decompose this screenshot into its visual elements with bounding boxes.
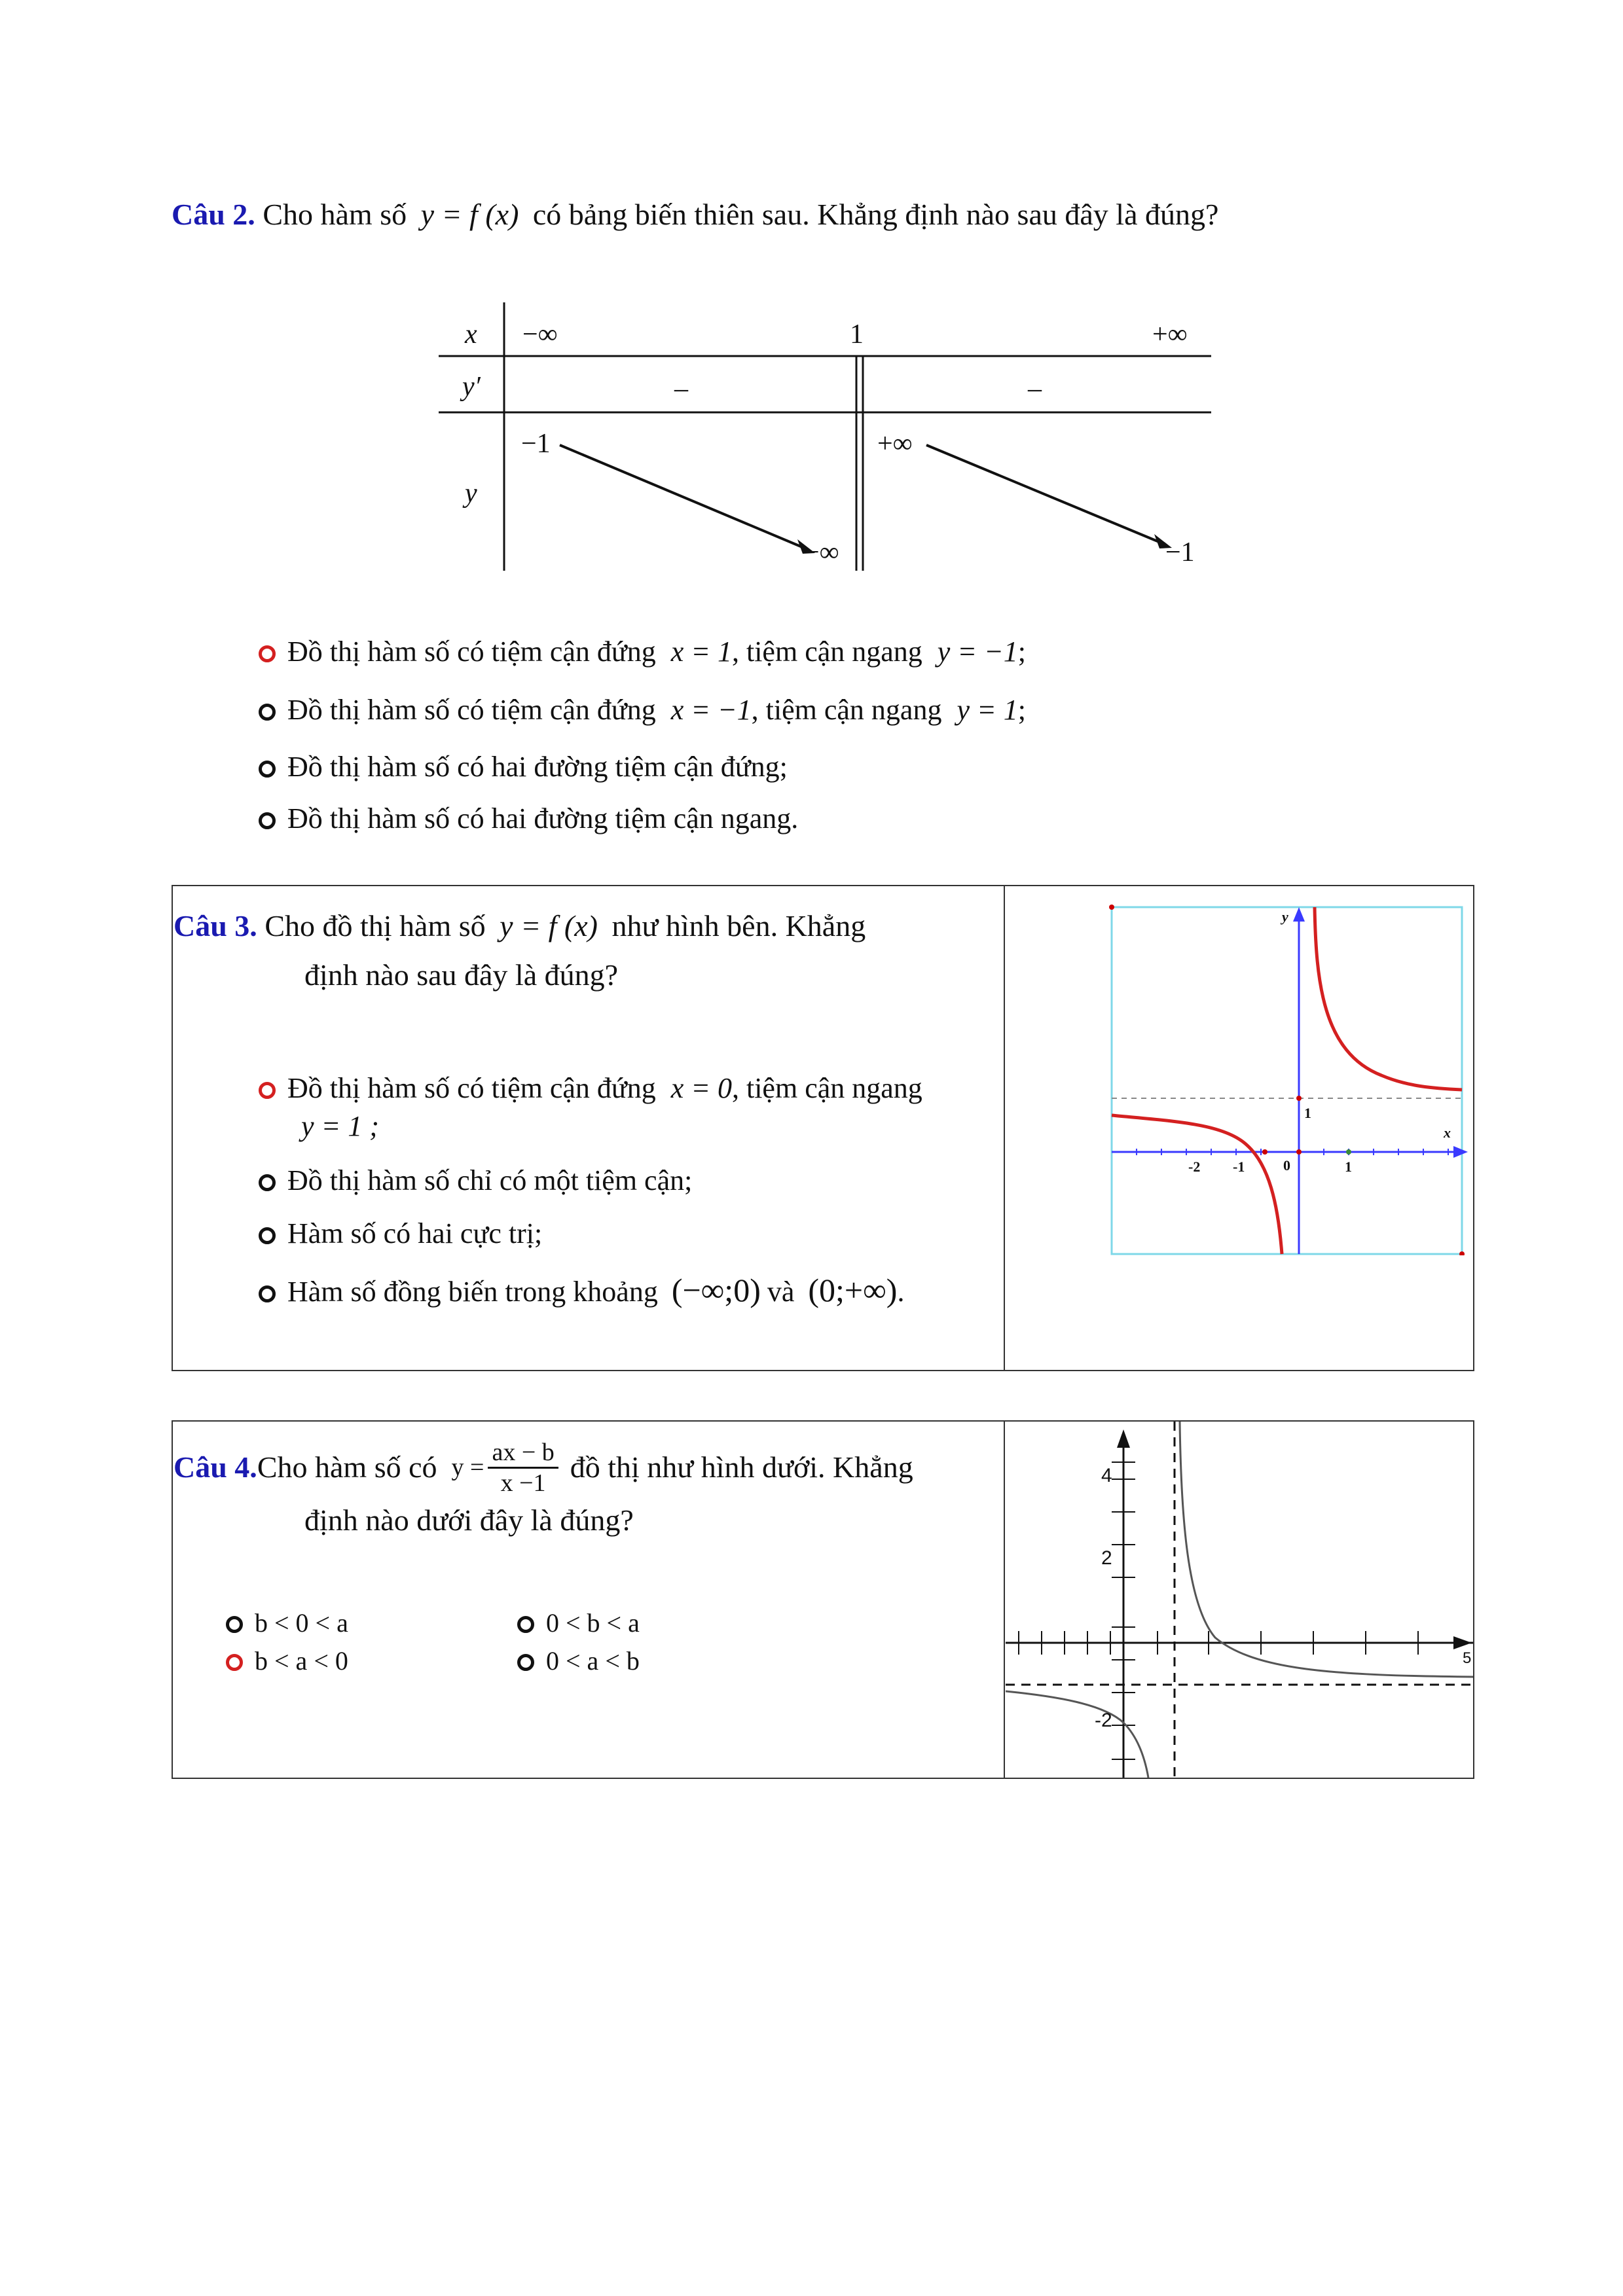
q3-graph	[1106, 902, 1470, 1255]
q2-label: Câu 2.	[172, 198, 255, 231]
vt-dy-right: –	[1028, 374, 1042, 404]
q4-option-1[interactable]: b < 0 < a	[226, 1605, 348, 1641]
q2-text-before: Cho hàm số	[263, 198, 407, 231]
vt-y-left-top: −1	[521, 429, 551, 459]
q4-curve-right	[1180, 1422, 1473, 1677]
vt-x-right: +∞	[1152, 319, 1188, 350]
q4-y-label-4: 4	[1101, 1465, 1112, 1486]
q4-denominator: x −1	[500, 1469, 546, 1497]
radio-circle-icon	[259, 704, 276, 721]
q2-option-4[interactable]: Đồ thị hàm số có hai đường tiệm cận ngang.	[259, 800, 798, 837]
radio-circle-icon	[517, 1654, 534, 1671]
q3-x-tick-0: 0	[1283, 1157, 1290, 1174]
q3-option-1[interactable]: Đồ thị hàm số có tiệm cận đứng x = 0, tiệm cận ngang	[259, 1070, 922, 1107]
q4-numerator: ax − b	[488, 1438, 558, 1469]
q4-option-3[interactable]: b < a < 0	[226, 1643, 348, 1679]
vt-y-right-top: +∞	[877, 429, 913, 459]
q4-text-after: đồ thị như hình dưới. Khẳng	[570, 1450, 913, 1484]
q3-axis-x-label: x	[1444, 1124, 1451, 1141]
q3-func: y = f (x)	[500, 909, 598, 942]
q3-title-line2: định nào sau đây là đúng?	[304, 958, 619, 992]
q3-option-3[interactable]: Hàm số có hai cực trị;	[259, 1215, 542, 1252]
radio-circle-icon	[226, 1654, 243, 1671]
q3-text-before: Cho đồ thị hàm số	[264, 909, 486, 942]
q2-variation-table	[439, 302, 1211, 571]
q3-text-after: như hình bên. Khẳng	[611, 909, 866, 942]
q2-opt2-m2: y = 1	[957, 694, 1018, 726]
q4-text-before: Cho hàm số có	[257, 1450, 437, 1484]
vt-dy-left: –	[674, 374, 688, 404]
q3-x-tick-neg1: -1	[1233, 1158, 1245, 1175]
q2-option-3[interactable]: Đồ thị hàm số có hai đường tiệm cận đứng;	[259, 749, 788, 785]
q3-option-4[interactable]: Hàm số đồng biến trong khoảng (−∞;0) và (0;+∞).	[259, 1272, 904, 1310]
q4-title-line2: định nào dưới đây là đúng?	[304, 1503, 634, 1537]
q4-x-label-5: 5	[1463, 1649, 1472, 1667]
q2-arrow-right	[926, 445, 1165, 545]
radio-circle-icon	[259, 645, 276, 662]
q2-arrow-left	[560, 445, 809, 550]
q2-option-1[interactable]: Đồ thị hàm số có tiệm cận đứng x = 1, tiệm cận ngang y = −1;	[259, 634, 1026, 670]
q3-opt1-m1: x = 0	[670, 1072, 732, 1104]
q2-option-2[interactable]: Đồ thị hàm số có tiệm cận đứng x = −1, tiệm cận ngang y = 1;	[259, 692, 1026, 728]
q3-x-tick-neg2: -2	[1188, 1158, 1201, 1175]
q4-y-eq: y =	[451, 1454, 484, 1481]
vt-y-left-bottom: −∞	[804, 537, 839, 567]
q2-text-after: có bảng biến thiên sau. Khẳng định nào sau đây là đúng?	[532, 198, 1219, 231]
radio-circle-icon	[226, 1616, 243, 1633]
vt-dy-label: y′	[462, 372, 481, 402]
q2-opt2-m1: x = −1	[670, 694, 752, 726]
q2-opt1-m2: y = −1	[937, 636, 1018, 668]
q4-title	[173, 1428, 913, 1507]
q3-x-tick-1: 1	[1345, 1158, 1352, 1175]
q3-axis-y-label: y	[1282, 908, 1288, 925]
radio-circle-icon	[259, 1227, 276, 1244]
q4-option-4[interactable]: 0 < a < b	[517, 1643, 640, 1679]
radio-circle-icon	[259, 812, 276, 829]
q4-fraction	[488, 1438, 558, 1498]
radio-circle-icon	[259, 1174, 276, 1191]
q4-option-2[interactable]: 0 < b < a	[517, 1605, 640, 1641]
q3-title	[173, 906, 866, 946]
vt-y-right-bottom: −1	[1165, 537, 1195, 567]
q4-graph	[1006, 1422, 1473, 1778]
radio-circle-icon	[259, 761, 276, 778]
q4-divider	[1004, 1420, 1005, 1779]
q2-title	[172, 195, 1218, 234]
radio-circle-icon	[259, 1285, 276, 1302]
q3-label: Câu 3.	[173, 909, 257, 942]
q2-func: y = f (x)	[420, 198, 519, 231]
q3-opt4-m2: (0;+∞)	[808, 1272, 898, 1308]
q2-opt1-m1: x = 1	[670, 636, 732, 668]
q4-y-label-2: 2	[1101, 1547, 1112, 1569]
q3-curve-right	[1315, 907, 1462, 1090]
vt-y-label: y	[465, 478, 477, 509]
q3-opt4-m1: (−∞;0)	[671, 1272, 761, 1308]
q3-option-1-cont: y = 1 ;	[301, 1110, 379, 1142]
q3-divider	[1004, 885, 1005, 1371]
vt-x-mid: 1	[850, 319, 864, 350]
vt-x-left: −∞	[522, 319, 558, 350]
q4-curve-left	[1006, 1691, 1148, 1778]
q3-curve-left	[1112, 1115, 1282, 1254]
q4-y-label-neg2: -2	[1095, 1710, 1112, 1731]
q4-label: Câu 4.	[173, 1450, 257, 1484]
q3-option-2[interactable]: Đồ thị hàm số chỉ có một tiệm cận;	[259, 1162, 692, 1199]
q3-y-tick-1: 1	[1304, 1105, 1311, 1121]
vt-x-label: x	[465, 319, 477, 350]
radio-circle-icon	[517, 1616, 534, 1633]
radio-circle-icon	[259, 1082, 276, 1099]
